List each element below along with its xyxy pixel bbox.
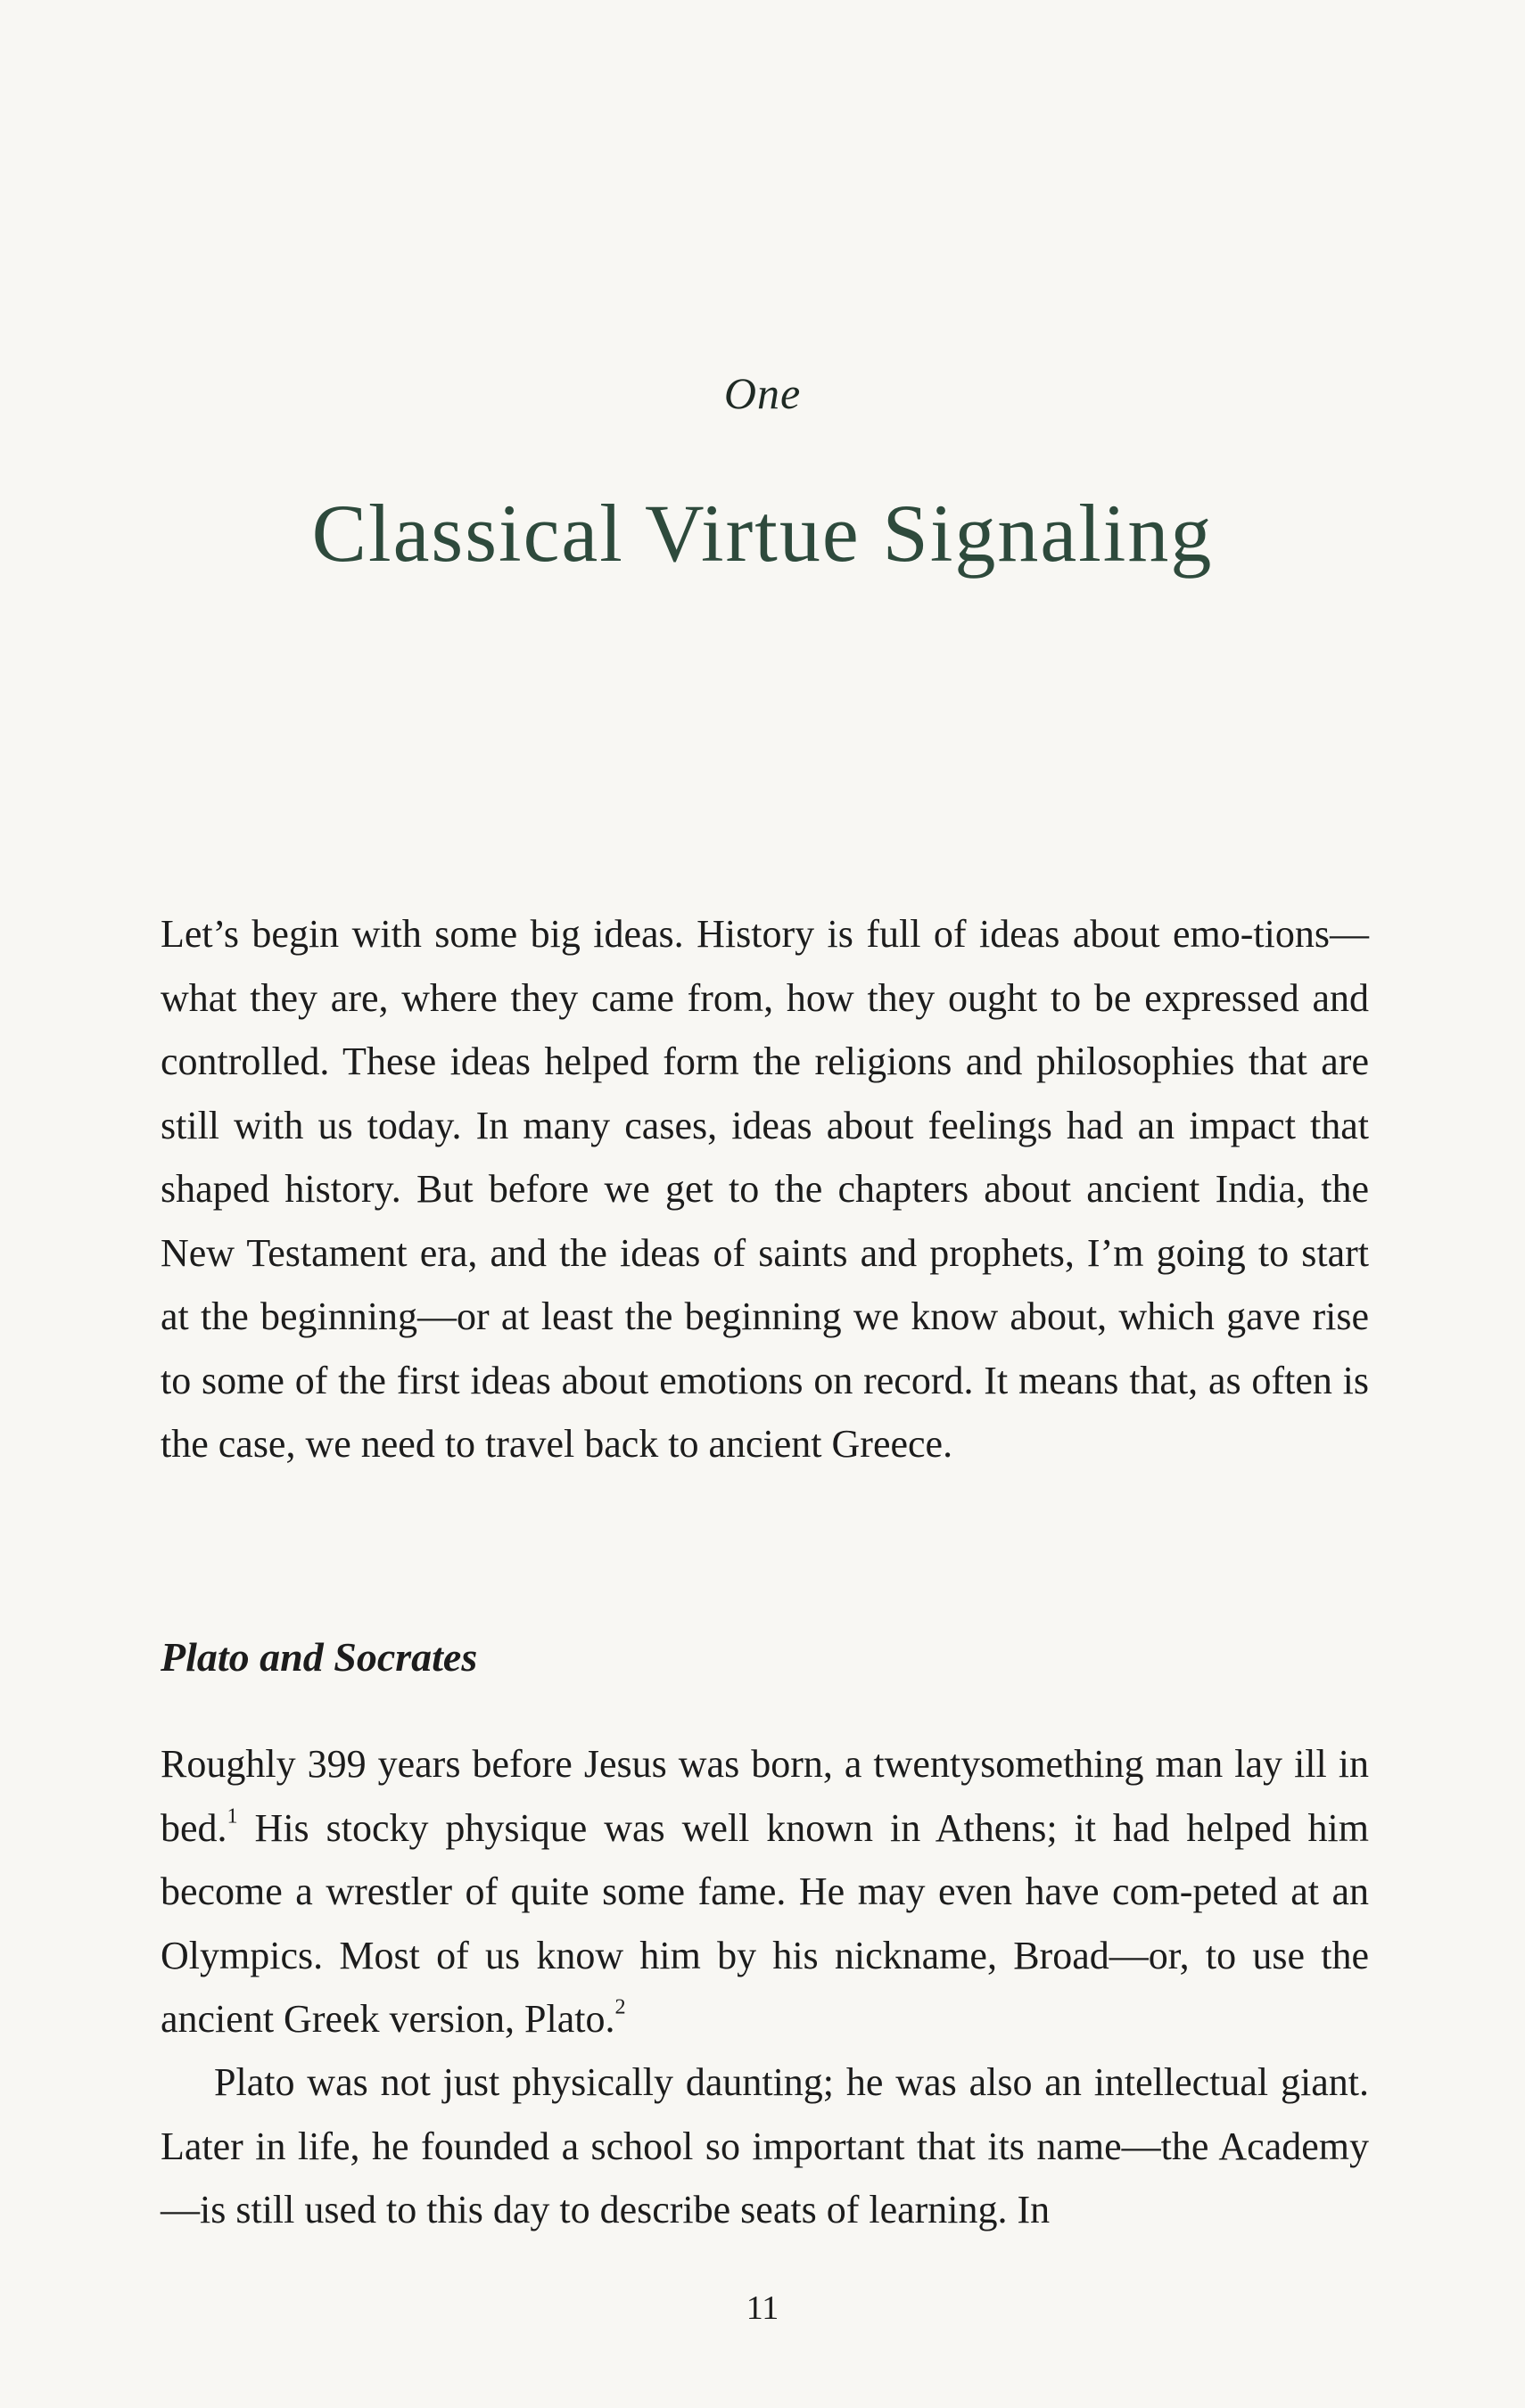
paragraph-text: His stocky physique was well known in Athens; it had helped him become a wrestler of quite some fame. He may even have com-peted at an Olympics. Most of us know him by his nickname, Broad—or, to use the ancient Greek version, Plato. (161, 1805, 1369, 2041)
plato-paragraph-2: Plato was not just physically daunting; he was also an intellectual giant. Later in life, he founded a school so important that its name—the Academy—is still used to this day to describe seats of learning. In (161, 2060, 1369, 2231)
footnote-marker: 1 (227, 1803, 238, 1828)
chapter-title: Classical Virtue Signaling (311, 488, 1214, 579)
section-heading: Plato and Socrates (161, 1634, 478, 1680)
footnote-marker: 2 (614, 1994, 626, 2019)
plato-paragraph-1 (161, 1732, 1369, 2051)
intro-paragraph: Let’s begin with some big ideas. History is full of ideas about emo-tions—what they are, where they came from, how they ought to be expressed and controlled. These ideas helped form the religions and philosophies that are still with us today. In many cases, ideas about feelings had an impact that shaped history. But before we get to the chapters about ancient India, the New Testament era, and the ideas of saints and prophets, I’m going to start at the beginning—or at least the beginning we know about, which gave rise to some of the first ideas about emotions on record. It means that, as often is the case, we need to travel back to ancient Greece. (161, 912, 1369, 1466)
paragraph-text: Roughly 399 years before Jesus was born, a twentysomething man lay ill in bed. (161, 1742, 1369, 1850)
chapter-number: One (723, 368, 802, 418)
page-number: 11 (746, 2289, 779, 2327)
